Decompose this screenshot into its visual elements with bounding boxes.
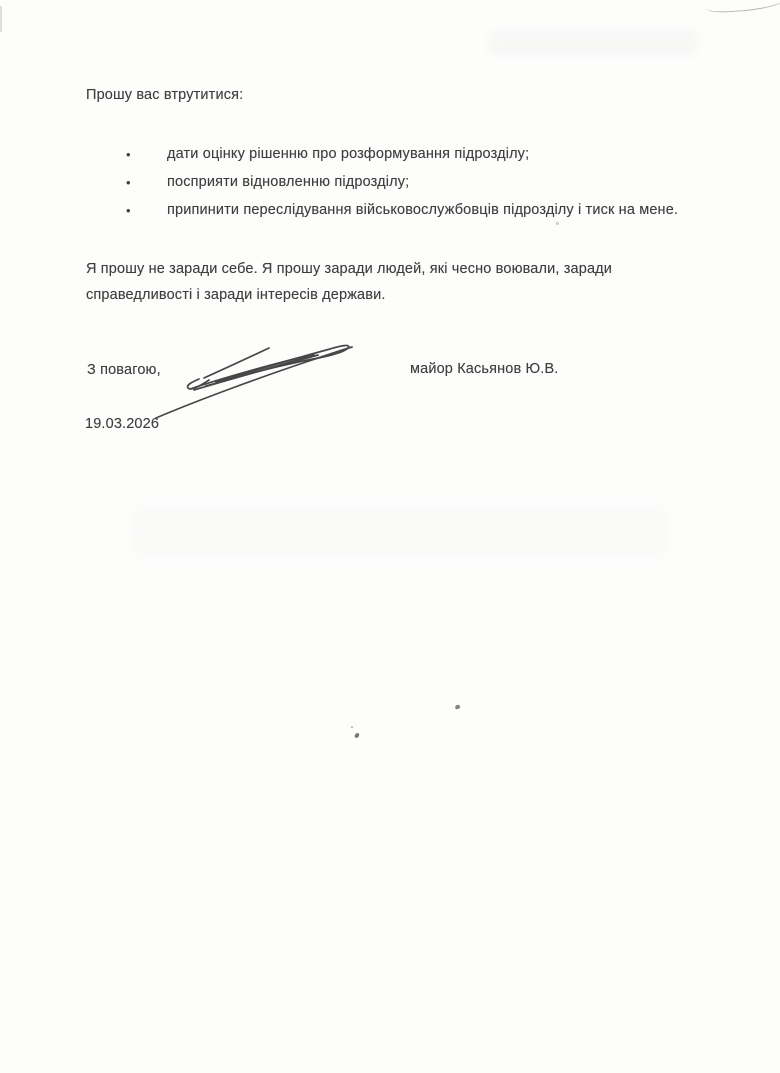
closing-salutation: З повагою, — [87, 362, 161, 378]
intro-line: Прошу вас втрутитися: — [86, 87, 244, 103]
scan-artifact-edge — [0, 6, 2, 32]
letter-date: 19.03.2026 — [85, 416, 160, 432]
handwritten-signature — [146, 334, 361, 426]
signee-name: майор Касьянов Ю.В. — [410, 361, 559, 377]
bullet-text: припинити переслідування військовослужбовців підрозділу і тиск на мене. — [167, 202, 679, 218]
body-paragraph: Я прошу не заради себе. Я прошу заради людей, які чесно воювали, заради справедливості і заради інтересів держави. — [86, 261, 613, 303]
bullet-text: дати оцінку рішенню про розформування підрозділу; — [167, 146, 530, 162]
bullet-marker: • — [126, 203, 131, 218]
bullet-item — [126, 173, 409, 192]
scan-speck — [556, 222, 559, 225]
bullet-marker: • — [126, 175, 131, 190]
scan-bleedthrough — [488, 30, 698, 56]
scan-speck — [454, 704, 460, 709]
bullet-item — [126, 201, 678, 220]
scan-speck — [354, 732, 360, 738]
scan-speck — [351, 726, 353, 728]
bullet-text: посприяти відновленню підрозділу; — [167, 174, 410, 190]
scan-bleedthrough — [130, 508, 670, 556]
scan-artifact-corner — [706, 0, 780, 14]
bullet-marker: • — [126, 147, 131, 162]
bullet-item — [126, 145, 529, 164]
